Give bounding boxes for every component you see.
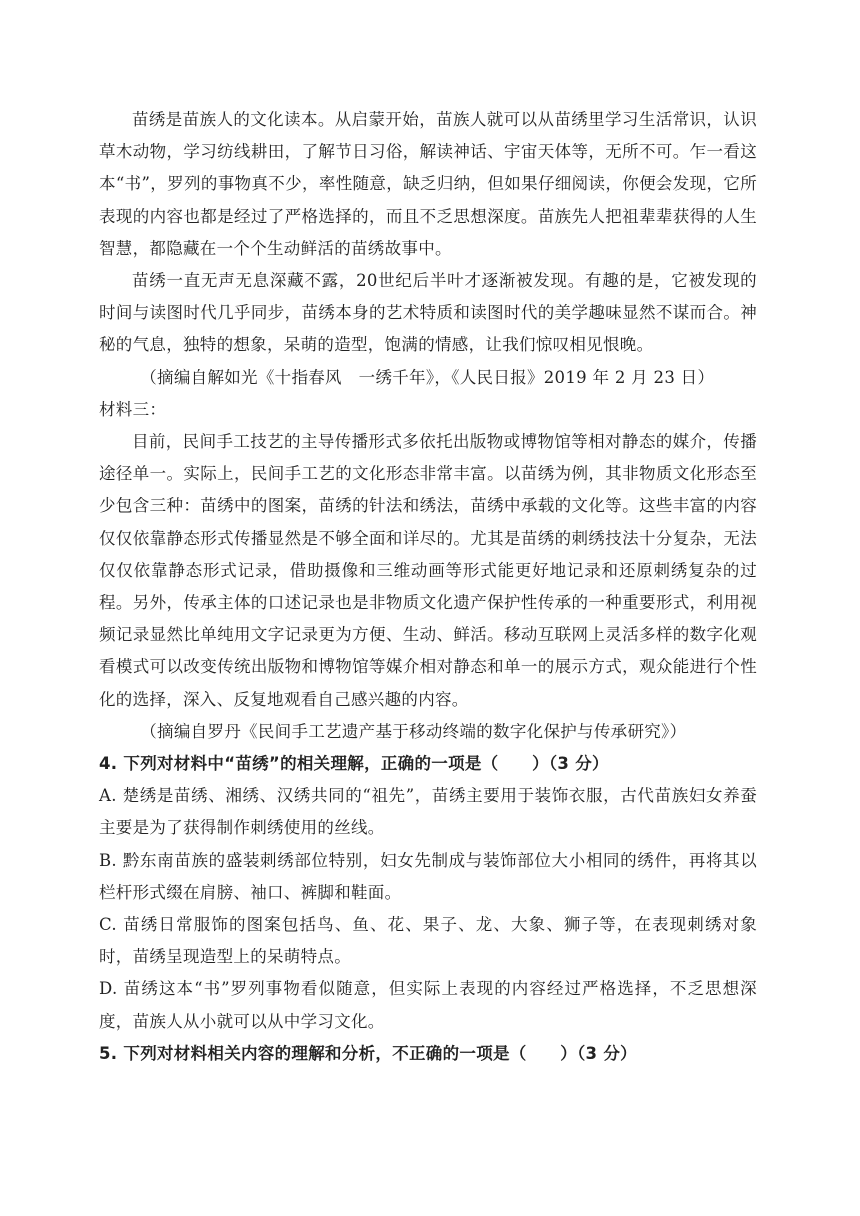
question-5-stem: 5. 下列对材料相关内容的理解和分析，不正确的一项是（ ）（3 分）: [99, 1043, 637, 1063]
material3-label: 材料三：: [99, 399, 167, 419]
material3-source-credit: （摘编自罗丹《民间手工艺遗产基于移动终端的数字化保护与传承研究》）: [140, 721, 687, 741]
material2-source-credit: （摘编自解如光《十指春风 一绣千年》，《人民日报》2019 年 2 月 23 日）: [140, 367, 715, 387]
question-4-option-c: C. 苗绣日常服饰的图案包括鸟、鱼、花、果子、龙、大象、狮子等，在表现刺绣对象时，苗绣呈现造型上的呆萌特点。: [99, 915, 757, 967]
question-4-option-d: D. 苗绣这本“书”罗列事物看似随意，但实际上表现的内容经过严格选择，不乏思想深度，苗族人从小就可以从中学习文化。: [99, 979, 757, 1031]
question-4-stem: 4. 下列对材料中“苗绣”的相关理解，正确的一项是（ ）（3 分）: [99, 754, 609, 774]
question-4-option-b: B. 黔东南苗族的盛装刺绣部位特别，妇女先制成与装饰部位大小相同的绣件，再将其以栏杆形式缀在肩膀、袖口、裤脚和鞋面。: [99, 850, 757, 902]
reading-material: [99, 104, 757, 1070]
material2-paragraph-2: 苗绣一直无声无息深藏不露，20世纪后半叶才逐渐被发现。有趣的是，它被发现的时间与读图时代几乎同步，苗绣本身的艺术特质和读图时代的美学趣味显然不谋而合。神秘的气息，独特的想象，呆萌的造型，饱满的情感，让我们惊叹相见恨晚。: [99, 271, 757, 355]
question-4-option-a: A. 楚绣是苗绣、湘绣、汉绣共同的“祖先”，苗绣主要用于装饰衣服，古代苗族妇女养蚕主要是为了获得制作刺绣使用的丝线。: [99, 786, 757, 838]
material2-paragraph-1: 苗绣是苗族人的文化读本。从启蒙开始，苗族人就可以从苗绣里学习生活常识，认识草木动物，学习纺线耕田，了解节日习俗，解读神话、宇宙天体等，无所不可。乍一看这本“书”，罗列的事物真不少，率性随意，缺乏归纳，但如果仔细阅读，你便会发现，它所表现的内容也都是经过了严格选择的，而且不乏思想深度。苗族先人把祖辈辈获得的人生智慧，都隐藏在一个个生动鲜活的苗绣故事中。: [99, 110, 757, 258]
material3-paragraph-1: 目前，民间手工技艺的主导传播形式多依托出版物或博物馆等相对静态的媒介，传播途径单一。实际上，民间手工艺的文化形态非常丰富。以苗绣为例，其非物质文化形态至少包含三种：苗绣中的图案，苗绣的针法和绣法，苗绣中承载的文化等。这些丰富的内容仅仅依靠静态形式传播显然是不够全面和详尽的。尤其是苗绣的刺绣技法十分复杂，无法仅仅依靠静态形式记录，借助摄像和三维动画等形式能更好地记录和还原刺绣复杂的过程。另外，传承主体的口述记录也是非物质文化遗产保护性传承的一种重要形式，利用视频记录显然比单纯用文字记录更为方便、生动、鲜活。移动互联网上灵活多样的数字化观看模式可以改变传统出版物和博物馆等媒介相对静态和单一的展示方式，观众能进行个性化的选择，深入、反复地观看自己感兴趣的内容。: [99, 432, 757, 709]
